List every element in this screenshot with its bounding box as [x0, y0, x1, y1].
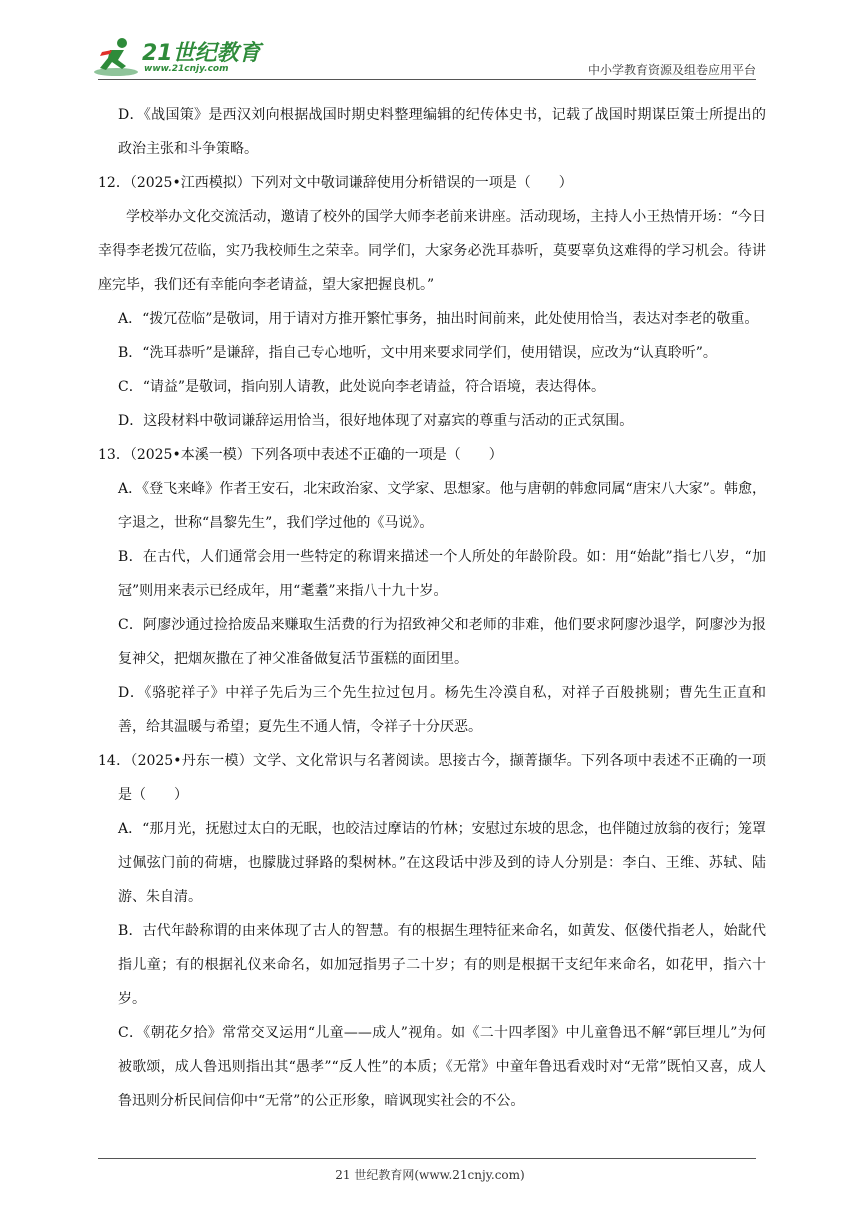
- document-body: [98, 98, 766, 1118]
- site-logo[interactable]: [92, 36, 262, 80]
- answer-option: C．“请益”是敬词，指向别人请教，此处说向李老请益，符合语境，表达得体。: [118, 379, 606, 395]
- emphasis-char: 确: [376, 447, 391, 463]
- footer-divider: [98, 1158, 756, 1159]
- header-divider: [98, 79, 756, 80]
- answer-option: C．阿廖沙通过捡拾废品来赚取生活费的行为招致神父和老师的非难，他们要求阿廖沙退学，阿廖沙为报复神父，把烟灰撒在了神父准备做复活节蛋糕的面团里。: [118, 617, 766, 667]
- answer-option: B．“洗耳恭听”是谦辞，指自己专心地听，文中用来要求同学们，使用错误，应改为“认真聆听”。: [118, 345, 717, 361]
- runner-logo-icon: [92, 36, 142, 80]
- question-stem-text: 的一项是（ ）: [390, 447, 503, 463]
- answer-option: D．《战国策》是西汉刘向根据战国时期史料整理编辑的纪传体史书，记载了战国时期谋臣策士所提出的政治主张和斗争策略。: [118, 107, 766, 157]
- answer-option: C．《朝花夕拾》常常交叉运用“儿童——成人”视角。如《二十四孝图》中儿童鲁迅不解“郭巨埋儿”为何被歌颂，成人鲁迅则指出其“愚孝”“反人性”的本质；《无常》中童年鲁迅看戏时对“无常”既怕又喜，成人鲁迅则分析民间信仰中“无常”的公正形象，暗讽现实社会的不公。: [118, 1025, 766, 1109]
- passage-paragraph: 学校举办文化交流活动，邀请了校外的国学大师李老前来讲座。活动现场，主持人小王热情开场：“今日幸得李老拨冗莅临，实乃我校师生之荣幸。同学们，大家务必洗耳恭听，莫要辜负这难得的学习机会。待讲座完毕，我们还有幸能向李老请益，望大家把握良机。”: [98, 209, 766, 293]
- answer-option: A．“那月光，抚慰过太白的无眠，也皎洁过摩诘的竹林；安慰过东坡的思念，也伴随过放翁的夜行；笼罩过佩弦门前的荷塘，也朦胧过驿路的梨树林。”在这段话中涉及到的诗人分别是：李白、王维、苏轼、陆游、朱自清。: [118, 821, 766, 905]
- question-stem: 14．（2025•丹东一模）文学、文化常识与名著阅读。思接古今，撷菁撷华。下列各项中表述不正确的一项是（ ）: [98, 753, 766, 803]
- answer-option: B．古代年龄称谓的由来体现了古人的智慧。有的根据生理特征来命名，如黄发、伛偻代指老人，始龀代指儿童；有的根据礼仪来命名，如加冠指男子二十岁；有的则是根据干支纪年来命名，如花甲，指六十岁。: [118, 923, 766, 1007]
- answer-option: B．在古代，人们通常会用一些特定的称谓来描述一个人所处的年龄阶段。如：用“始龀”指七八岁，“加冠”则用来表示已经成年，用“耄耋”来指八十九十岁。: [118, 549, 766, 599]
- answer-option: A．《登飞来峰》作者王安石，北宋政治家、文学家、思想家。他与唐朝的韩愈同属“唐宋八大家”。韩愈，字退之，世称“昌黎先生”，我们学过他的《马说》。: [118, 481, 766, 531]
- answer-option: A．“拨冗莅临”是敬词，用于请对方推开繁忙事务，抽出时间前来，此处使用恰当，表达对李老的敬重。: [118, 311, 759, 327]
- platform-name: 中小学教育资源及组卷应用平台: [587, 63, 756, 77]
- answer-option: D．这段材料中敬词谦辞运用恰当，很好地体现了对嘉宾的尊重与活动的正式氛围。: [118, 413, 634, 429]
- logo-title: 21世纪教育: [142, 41, 261, 66]
- page-footer: 21 世纪教育网(www.21cnjy.com): [335, 1168, 525, 1182]
- question-stem-text: 13．（2025•本溪一模）下列各项中表述: [98, 447, 349, 463]
- question-stem: 12．（2025•江西模拟）下列对文中敬词谦辞使用分析错误的一项是（ ）: [98, 175, 573, 191]
- page-header: [0, 0, 860, 90]
- emphasis-char: 正: [362, 447, 377, 463]
- emphasis-char: 不: [348, 447, 363, 463]
- logo-url: www.21cnjy.com: [144, 64, 229, 74]
- question-stem: [98, 438, 766, 472]
- answer-option: D．《骆驼祥子》中祥子先后为三个先生拉过包月。杨先生冷漠自私，对祥子百般挑剔；曹先生正直和善，给其温暖与希望；夏先生不通人情，令祥子十分厌恶。: [118, 685, 766, 735]
